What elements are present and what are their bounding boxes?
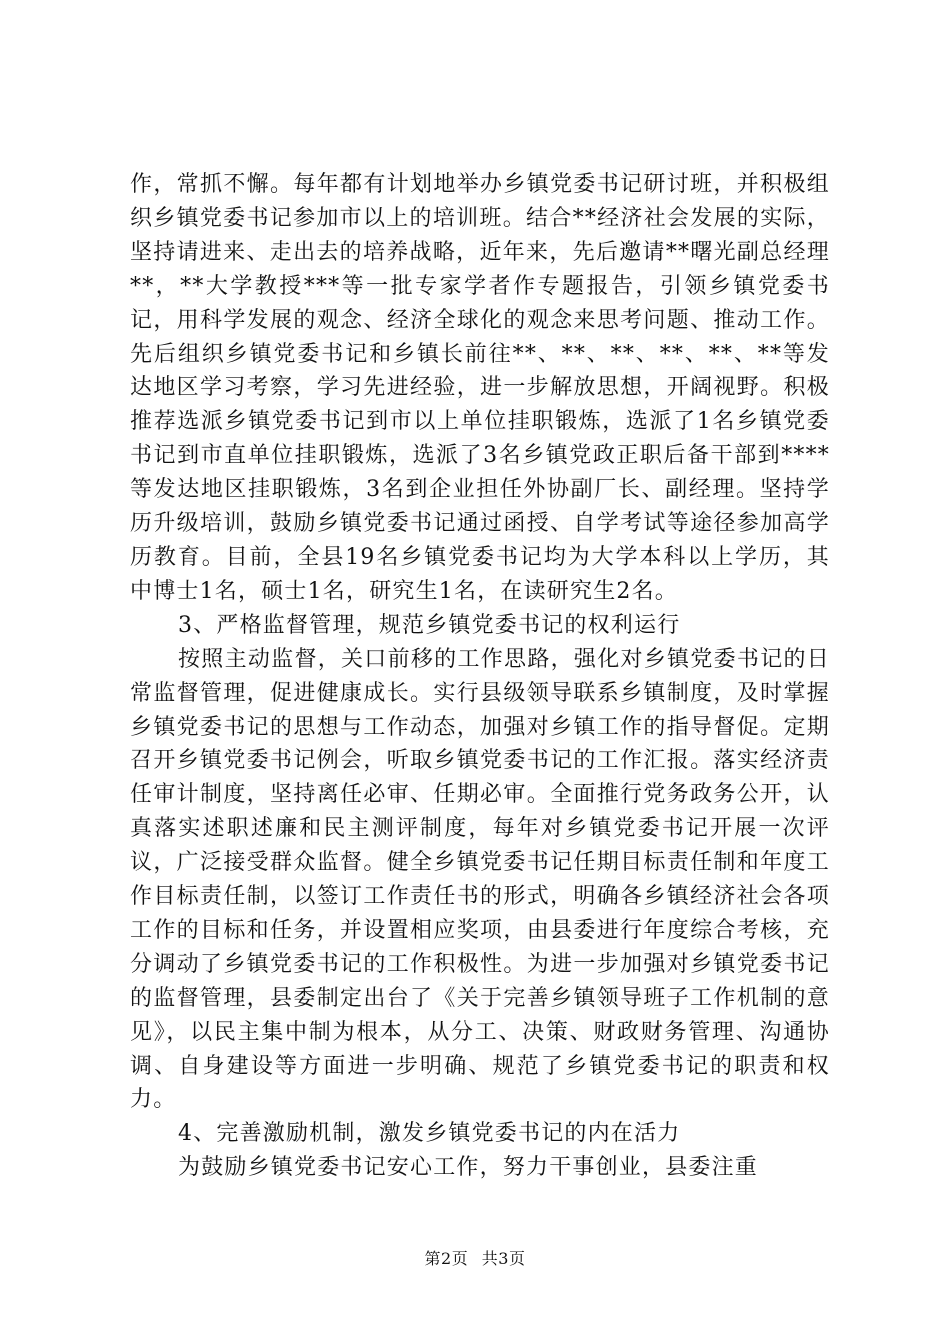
page-footer: [0, 1246, 950, 1269]
page-total: 共3页: [481, 1249, 526, 1268]
document-body: [130, 168, 830, 1185]
section-heading-4: 4、完善激励机制，激发乡镇党委书记的内在活力: [178, 1121, 681, 1147]
page-number: 第2页: [424, 1249, 469, 1268]
paragraph-incentive: 为鼓励乡镇党委书记安心工作，努力干事创业，县委注重: [178, 1155, 759, 1181]
section-heading-3: 3、严格监督管理，规范乡镇党委书记的权利运行: [178, 612, 681, 638]
paragraph-supervision: 按照主动监督，关口前移的工作思路，强化对乡镇党委书记的日常监督管理，促进健康成长。实行县级领导联系乡镇制度，及时掌握乡镇党委书记的思想与工作动态，加强对乡镇工作的指导督促。定期召开乡镇党委书记例会，听取乡镇党委书记的工作汇报。落实经济责任审计制度，坚持离任必审、任期必审。全面推行党务政务公开，认真落实述职述廉和民主测评制度，每年对乡镇党委书记开展一次评议，广泛接受群众监督。健全乡镇党委书记任期目标责任制和年度工作目标责任制，以签订工作责任书的形式，明确各乡镇经济社会各项工作的目标和任务，并设置相应奖项，由县委进行年度综合考核，充分调动了乡镇党委书记的工作积极性。为进一步加强对乡镇党委书记的监督管理，县委制定出台了《关于完善乡镇领导班子工作机制的意见》，以民主集中制为根本，从分工、决策、财政财务管理、沟通协调、自身建设等方面进一步明确、规范了乡镇党委书记的职责和权力。: [130, 646, 830, 1113]
paragraph-training-continuation: 作，常抓不懈。每年都有计划地举办乡镇党委书记研讨班，并积极组织乡镇党委书记参加市以上的培训班。结合**经济社会发展的实际，坚持请进来、走出去的培养战略，近年来，先后邀请**曙光副总经理**，**大学教授***等一批专家学者作专题报告，引领乡镇党委书记，用科学发展的观念、经济全球化的观念来思考问题、推动工作。先后组织乡镇党委书记和乡镇长前往**、**、**、**、**、**等发达地区学习考察，学习先进经验，进一步解放思想，开阔视野。积极推荐选派乡镇党委书记到市以上单位挂职锻炼，选派了1名乡镇党委书记到市直单位挂职锻炼，选派了3名乡镇党政正职后备干部到****等发达地区挂职锻炼，3名到企业担任外协副厂长、副经理。坚持学历升级培训，鼓励乡镇党委书记通过函授、自学考试等途径参加高学历教育。目前，全县19名乡镇党委书记均为大学本科以上学历，其中博士1名，硕士1名，研究生1名，在读研究生2名。: [130, 172, 830, 604]
